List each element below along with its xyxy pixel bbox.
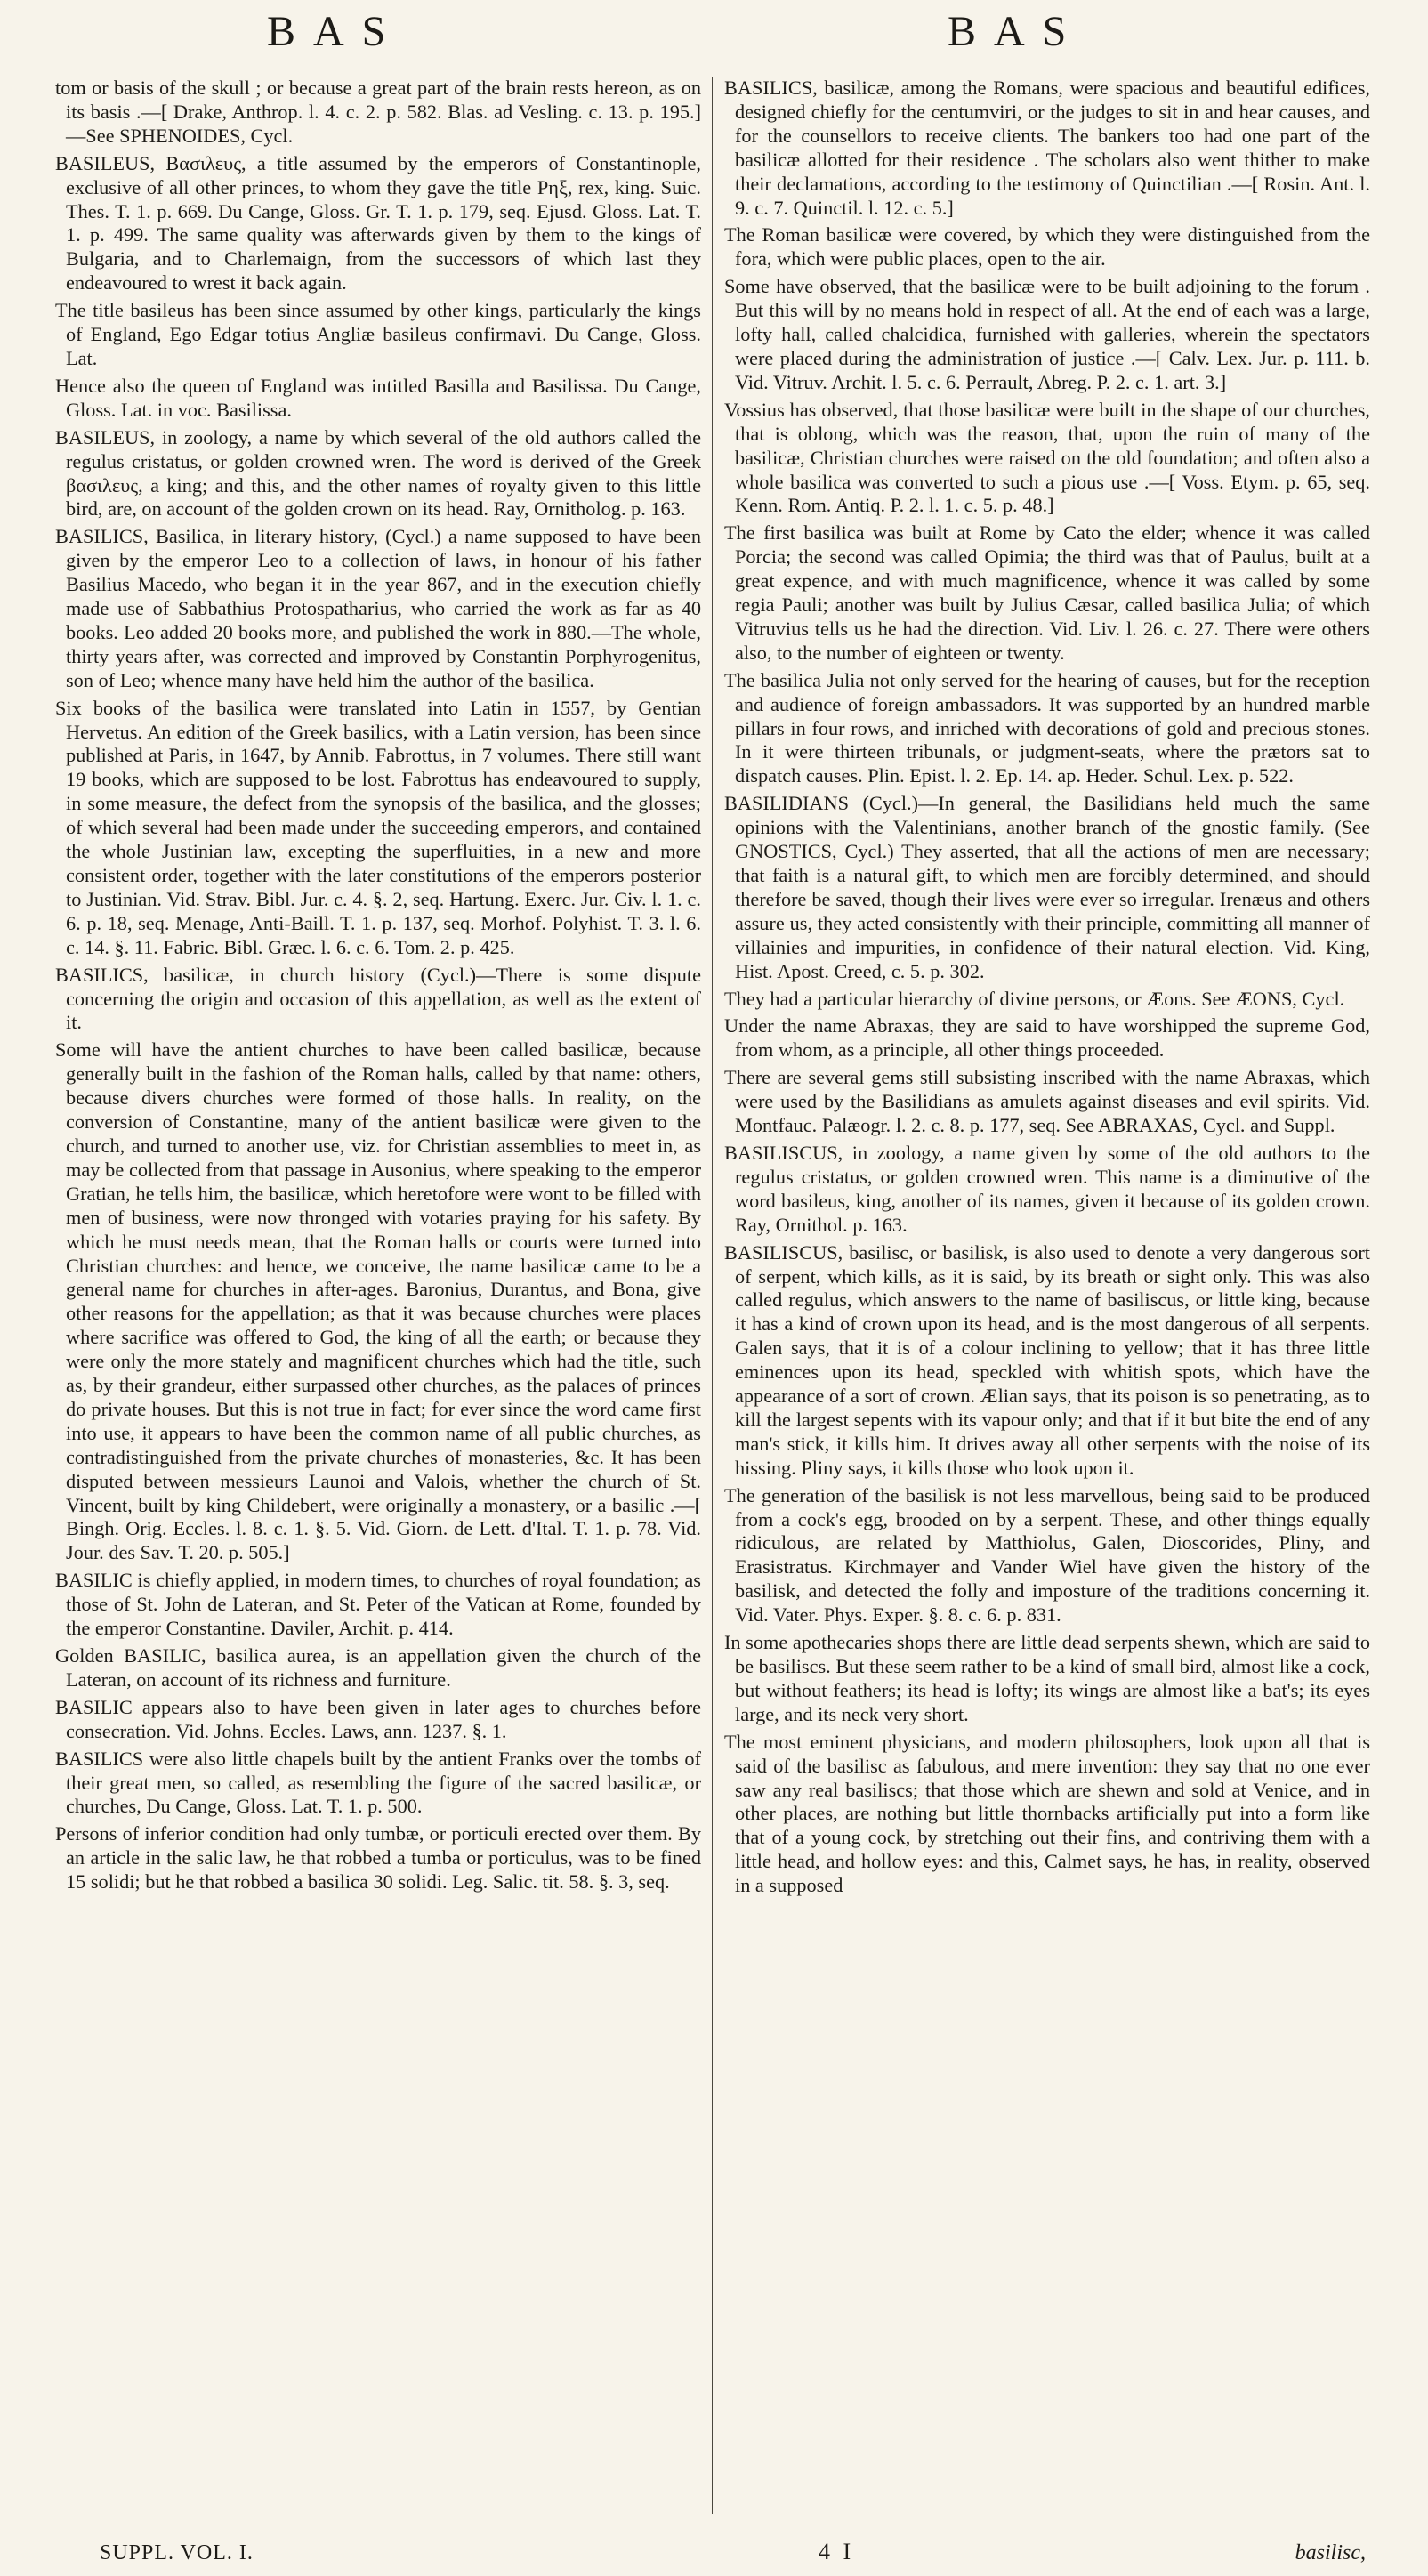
- entry: [55, 697, 701, 960]
- entry: [724, 1484, 1370, 1627]
- entry: [55, 152, 701, 295]
- entry-text: The generation of the basilisk is not less marvellous, being said to be produced from a cock's egg, brooded on by a serpent. These, and other things equally ridiculous, are related by Matthiolus, Galen, Dioscorides, Pliny, and Erasistratus. Kirchmayer and Vander Wiel have given the history of the basilisk, and detected the folly and imposture of the traditions concerning it. Vid. Vater. Phys. Exper. §. 8. c. 6. p. 831.: [724, 1483, 1370, 1627]
- entry-text: Under the name Abraxas, they are said to have worshipped the supreme God, from whom, as a principle, all other things proceeded.: [724, 1014, 1370, 1062]
- entry-text: BASILIC appears also to have been given in later ages to churches before consecration. Vid. Johns. Eccles. Laws, ann. 1237. §. 1.: [55, 1695, 701, 1742]
- entry-text: Golden BASILIC, basilica aurea, is an appellation given the church of the Lateran, on account of its richness and furniture.: [55, 1644, 701, 1691]
- entry: [55, 1038, 701, 1565]
- entry-text: There are several gems still subsisting inscribed with the name Abraxas, which were used by the Basilidians as amulets against diseases and evil spirits. Vid. Montfauc. Palæogr. l. 2. c. 8. p. 177, seq. See ABRAXAS, Cycl. and Suppl.: [724, 1066, 1370, 1137]
- entry-text: Six books of the basilica were translated into Latin in 1557, by Gentian Hervetus. An edition of the Greek basilics, with a Latin version, has been since published at Paris, in 1647, by Annib. Fabrottus, in 7 volumes. There still want 19 books, which are supposed to be lost. Fabrottus has endeavoured to supply, in some measure, the defect from the synopsis of the basilica, and the glosses; of which several had been made under the succeeding emperors, and contained the whole Justinian law, excepting the superfluities, in a new and more consistent order, together with the later constitutions of the emperors posterior to Justinian. Vid. Strav. Bibl. Jur. c. 4. §. 2, seq. Hartung. Exerc. Jur. Civ. l. 1. c. 6. p. 18, seq. Menage, Anti-Baill. T. 1. p. 137, seq. Morhof. Polyhist. T. 3. l. 6. c. 14. §. 11. Fabric. Bibl. Græc. l. 6. c. 6. Tom. 2. p. 425.: [55, 696, 701, 958]
- column-rule: [712, 77, 713, 2514]
- entry-text: The Roman basilicæ were covered, by which they were distinguished from the fora, which were public places, open to the air.: [724, 223, 1370, 271]
- entry-text: BASILICS, basilicæ, in church history (Cycl.)—There is some dispute concerning the origin and occasion of this appellation, as well as the extent of it.: [55, 963, 701, 1034]
- entry-text: They had a particular hierarchy of divine persons, or Æons. See ÆONS, Cycl.: [724, 987, 1345, 1010]
- entry: [55, 1644, 701, 1692]
- entry: [55, 426, 701, 522]
- entry-text: BASILICS, basilicæ, among the Romans, were spacious and beautiful edifices, designed chiefly for the centumviri, or the judges to sit in and hear causes, and for the counsellors to receive clients. The bankers too had one part of the basilicæ allotted for their residence . The scholars also went thither to make their declamations, according to the testimony of Quinctilian .—[ Rosin. Ant. l. 9. c. 7. Quinctil. l. 12. c. 5.]: [724, 77, 1370, 219]
- entry: [724, 1631, 1370, 1727]
- entry: [55, 1748, 701, 1820]
- entry: [55, 1569, 701, 1641]
- entry-text: In some apothecaries shops there are little dead serpents shewn, which are said to be basiliscs. But these seem rather to be a kind of small bird, almost like a cock, but without feathers; its head is lofty; its wings are almost like a bat's; its eyes large, and its neck very short.: [724, 1631, 1370, 1725]
- entry-text: Vossius has observed, that those basilicæ were built in the shape of our churches, that is oblong, which was the reason, that, upon the ruin of many of the basilicæ, Christian churches were raised on the old foundation; and often also a whole basilica was converted to such a pious use .—[ Voss. Etym. p. 65, seq. Kenn. Rom. Antiq. P. 2. l. 1. c. 5. p. 48.]: [724, 398, 1370, 517]
- right-column: [724, 77, 1370, 2524]
- running-head-right: BAS: [948, 8, 1085, 55]
- entry-text: BASILIDIANS (Cycl.)—In general, the Basilidians held much the same opinions with the Valentinians, another branch of the gnostic family. (See GNOSTICS, Cycl.) They asserted, that all the actions of men are necessary; that faith is a natural gift, to which men are forcibly determined, and should therefore be saved, though their lives were ever so irregular. Irenæus and others assure us, they acted consistently with their principle, committing all manner of villainies and impurities, in confidence of their natural election. Vid. King, Hist. Apost. Creed, c. 5. p. 302.: [724, 792, 1370, 982]
- entry: [724, 669, 1370, 789]
- entry-text: BASILISCUS, in zoology, a name given by some of the old authors to the regulus cristatus, or golden crowned wren. This name is a diminutive of the word basileus, king, another of its names, given it because of its golden crown. Ray, Ornithol. p. 163.: [724, 1141, 1370, 1236]
- entry-text: Persons of inferior condition had only tumbæ, or porticuli erected over them. By an article in the salic law, he that robbed a tumba or porticulus, was to be fined 15 solidi; but he that robbed a basilica 30 solidi. Leg. Salic. tit. 58. §. 3, seq.: [55, 1822, 701, 1894]
- entry: [724, 399, 1370, 519]
- entry: [724, 1066, 1370, 1138]
- entry: [724, 988, 1370, 1012]
- entry: [724, 223, 1370, 271]
- running-head-left: BAS: [267, 8, 404, 55]
- entry-text: The title basileus has been since assumed by other kings, particularly the kings of England, Ego Edgar totius Angliæ basileus confirmavi. Du Cange, Gloss. Lat.: [55, 299, 701, 369]
- entry-text: BASILICS were also little chapels built by the antient Franks over the tombs of their great men, so called, as resembling the figure of the sacred basilicæ, or churches, Du Cange, Gloss. Lat. T. 1. p. 500.: [55, 1747, 701, 1818]
- entry-text: BASILICS, Basilica, in literary history, (Cycl.) a name supposed to have been given by the emperor Leo to a collection of laws, in honour of his father Basilius Macedo, who began it in the year 867, and in the execution chiefly made use of Sabbathius Protospatharius, who carried the work as far as 40 books. Leo added 20 books more, and published the work in 880.—The whole, thirty years after, was corrected and improved by Constantin Porphyrogenitus, son of Leo; whence many have held him the author of the basilica.: [55, 525, 701, 691]
- entry-text: Some have observed, that the basilicæ were to be built adjoining to the forum . But this will by no means hold in respect of all. At the end of each was a large, lofty hall, called chalcidica, furnished with galleries, wherein the spectators were placed during the administration of justice .—[ Calv. Lex. Jur. p. 111. b. Vid. Vitruv. Archit. l. 5. c. 6. Perrault, Abreg. P. 2. c. 1. art. 3.]: [724, 275, 1370, 393]
- entry: [724, 275, 1370, 395]
- entry-text: tom or basis of the skull ; or because a great part of the brain rests hereon, as on its basis .—[ Drake, Anthrop. l. 4. c. 2. p. 582. Blas. ad Vesling. c. 13. p. 195.]—See SPHENOIDES, Cycl.: [55, 77, 701, 147]
- entry: [724, 77, 1370, 220]
- entry: [724, 1731, 1370, 1898]
- entry: [55, 299, 701, 371]
- left-column: [55, 77, 701, 2524]
- entry-text: BASILEUS, Βασιλευς, a title assumed by the emperors of Constantinople, exclusive of all other princes, to whom they gave the title Ρηξ, rex, king. Suic. Thes. T. 1. p. 669. Du Cange, Gloss. Gr. T. 1. p. 179, seq. Ejusd. Gloss. Lat. T. 1. p. 499. The same quality was afterwards given by them to the kings of Bulgaria, and to Charlemaign, from the successors of which last they endeavoured to wrest it back again.: [55, 151, 701, 295]
- entry: [724, 792, 1370, 983]
- entry-text: Hence also the queen of England was intitled Basilla and Basilissa. Du Cange, Gloss. Lat. in voc. Basilissa.: [55, 374, 701, 421]
- entry: [55, 375, 701, 423]
- entry-text: Some will have the antient churches to have been called basilicæ, because generally built in the fashion of the Roman halls, called by that name: others, because divers churches were formed of those halls. In reality, on the conversion of Constantine, many of the antient basilicæ were given to the church, and turned to another use, viz. for Christian assemblies to meet in, as may be collected from that passage in Ausonius, where speaking to the emperor Gratian, he tells him, the basilicæ, which heretofore were wont to be filled with men of business, were now thronged with votaries praying for his safety. By which he must needs mean, that the Roman halls or courts were turned into Christian churches: and hence, we conceive, the name basilicæ came to be a general name for churches in after-ages. Baronius, Durantus, and Bona, give other reasons for the appellation; as that it was because churches were places where sacrifice was offered to God, the king of all the earth; or because they were only the more stately and magnificent churches which had the title, such as, by their grandeur, either surpassed other churches, as the palaces of princes do private houses. But this is not true in fact; for ever since the word came first into use, it appears to have been the common name of all public churches, as contradistinguished from the private churches of monasteries, &c. It has been disputed between messieurs Launoi and Valois, whether the church of St. Vincent, built by king Childebert, were originally a monastery, or a basilic .—[ Bingh. Orig. Eccles. l. 8. c. 1. §. 5. Vid. Giorn. de Lett. d'Ital. T. 1. p. 78. Vid. Jour. des Sav. T. 20. p. 505.]: [55, 1038, 701, 1564]
- entry: [724, 521, 1370, 665]
- entry: [724, 1142, 1370, 1238]
- catchword: basilisc,: [1295, 2541, 1366, 2564]
- entry: [55, 1696, 701, 1744]
- entry-text: BASILEUS, in zoology, a name by which several of the old authors called the regulus cristatus, or golden crowned wren. The word is derived of the Greek βασιλευς, a king; and this, and the other names of royalty given to this little bird, are, on account of the golden crown on its head. Ray, Ornitholog. p. 163.: [55, 425, 701, 521]
- entry-text: The most eminent physicians, and modern philosophers, look upon all that is said of the basilisc as fabulous, and mere invention: they say that no one ever saw any real basiliscs; that those which are shewn and sold at Venice, and in other places, are nothing but little thornbacks artificially put into a form like that of a young cock, by stretching out their fins, and contriving them with a little head, and hollow eyes: and this, Calmet says, he has, in reality, observed in a supposed: [724, 1730, 1370, 1897]
- signature-mark: SUPPL. VOL. I.: [100, 2541, 254, 2564]
- entry: [724, 1014, 1370, 1062]
- entry: [724, 1241, 1370, 1481]
- entry-text: BASILISCUS, basilisc, or basilisk, is also used to denote a very dangerous sort of serpent, which kills, as it is said, by its breath or sight only. This was also called regulus, which answers to the name of basiliscus, or little king, because it has a kind of crown upon its head, and is the most dangerous of all serpents. Galen says, that it is of a colour inclining to yellow; that it has three little eminences upon its head, speckled with whitish spots, which have the appearance of a sort of crown. Ælian says, that its poison is so penetrating, as to kill the largest sepents with its vapour only; and that if it but bite the end of any man's stick, it kills him. It drives away all other serpents with the noise of its hissing. Pliny says, it kills those who look upon it.: [724, 1240, 1370, 1479]
- entry: [55, 964, 701, 1036]
- entry-text: The first basilica was built at Rome by Cato the elder; whence it was called Porcia; the second was called Opimia; the third was that of Paulus, built at a great expence, and with much magnificence, whence it was called by some regia Pauli; another was built by Julius Cæsar, called basilica Julia; of which Vitruvius tells us he had the direction. Vid. Liv. l. 26. c. 27. There were others also, to the number of eighteen or twenty.: [724, 521, 1370, 664]
- entry: [55, 525, 701, 692]
- entry: [55, 1822, 701, 1894]
- entry-text: BASILIC is chiefly applied, in modern times, to churches of royal foundation; as those of St. John de Lateran, and St. Peter of the Vatican at Rome, founded by the emperor Constantine. Daviler, Archit. p. 414.: [55, 1569, 701, 1640]
- entry: [55, 77, 701, 149]
- page-mark: 4 I: [819, 2539, 855, 2564]
- entry-text: The basilica Julia not only served for the hearing of causes, but for the reception and audience of foreign ambassadors. It was supported by an hundred marble pillars in four rows, and inriched with decorations of gold and precious stones. In it were thirteen tribunals, or judgment-seats, where the prætors sat to dispatch causes. Plin. Epist. l. 2. Ep. 14. ap. Heder. Schul. Lex. p. 522.: [724, 668, 1370, 787]
